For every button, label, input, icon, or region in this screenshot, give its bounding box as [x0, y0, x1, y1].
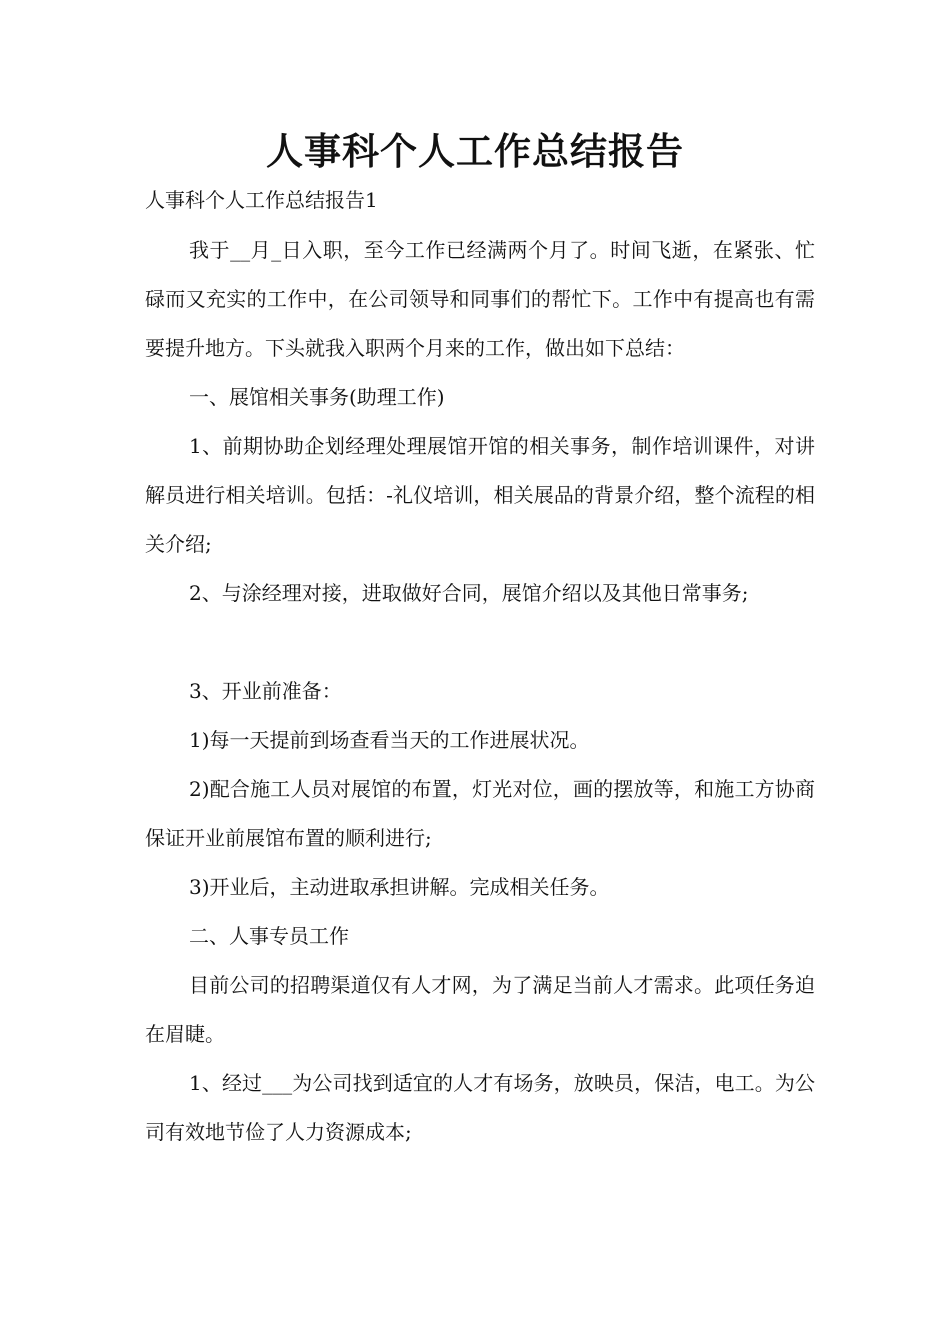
section-heading: 一、展馆相关事务(助理工作): [189, 385, 445, 409]
paragraph: 1、经过___为公司找到适宜的人才有场务，放映员，保洁，电工。为公司有效地节俭了人力资源成本;: [145, 1071, 815, 1144]
paragraph: 目前公司的招聘渠道仅有人才网，为了满足当前人才需求。此项任务迫在眉睫。: [145, 973, 815, 1046]
paragraph: 1)每一天提前到场查看当天的工作进展状况。: [189, 728, 590, 752]
paragraph: 3)开业后，主动进取承担讲解。完成相关任务。: [189, 875, 610, 899]
document-body: [145, 226, 815, 1157]
document-subtitle: 人事科个人工作总结报告1: [145, 188, 378, 212]
document-title: 人事科个人工作总结报告: [266, 130, 684, 173]
section-heading: 二、人事专员工作: [189, 924, 349, 948]
paragraph: 1、前期协助企划经理处理展馆开馆的相关事务，制作培训课件，对讲解员进行相关培训。包括：-礼仪培训，相关展品的背景介绍，整个流程的相关介绍;: [145, 434, 815, 556]
paragraph: 2、与涂经理对接，进取做好合同，展馆介绍以及其他日常事务;: [189, 581, 749, 605]
paragraph: 2)配合施工人员对展馆的布置，灯光对位，画的摆放等，和施工方协商保证开业前展馆布置的顺利进行;: [145, 777, 815, 850]
paragraph: 3、开业前准备：: [189, 679, 342, 703]
paragraph: 我于__月_日入职，至今工作已经满两个月了。时间飞逝，在紧张、忙碌而又充实的工作中，在公司领导和同事们的帮忙下。工作中有提高也有需要提升地方。下头就我入职两个月来的工作，做出如下总结：: [145, 238, 815, 360]
